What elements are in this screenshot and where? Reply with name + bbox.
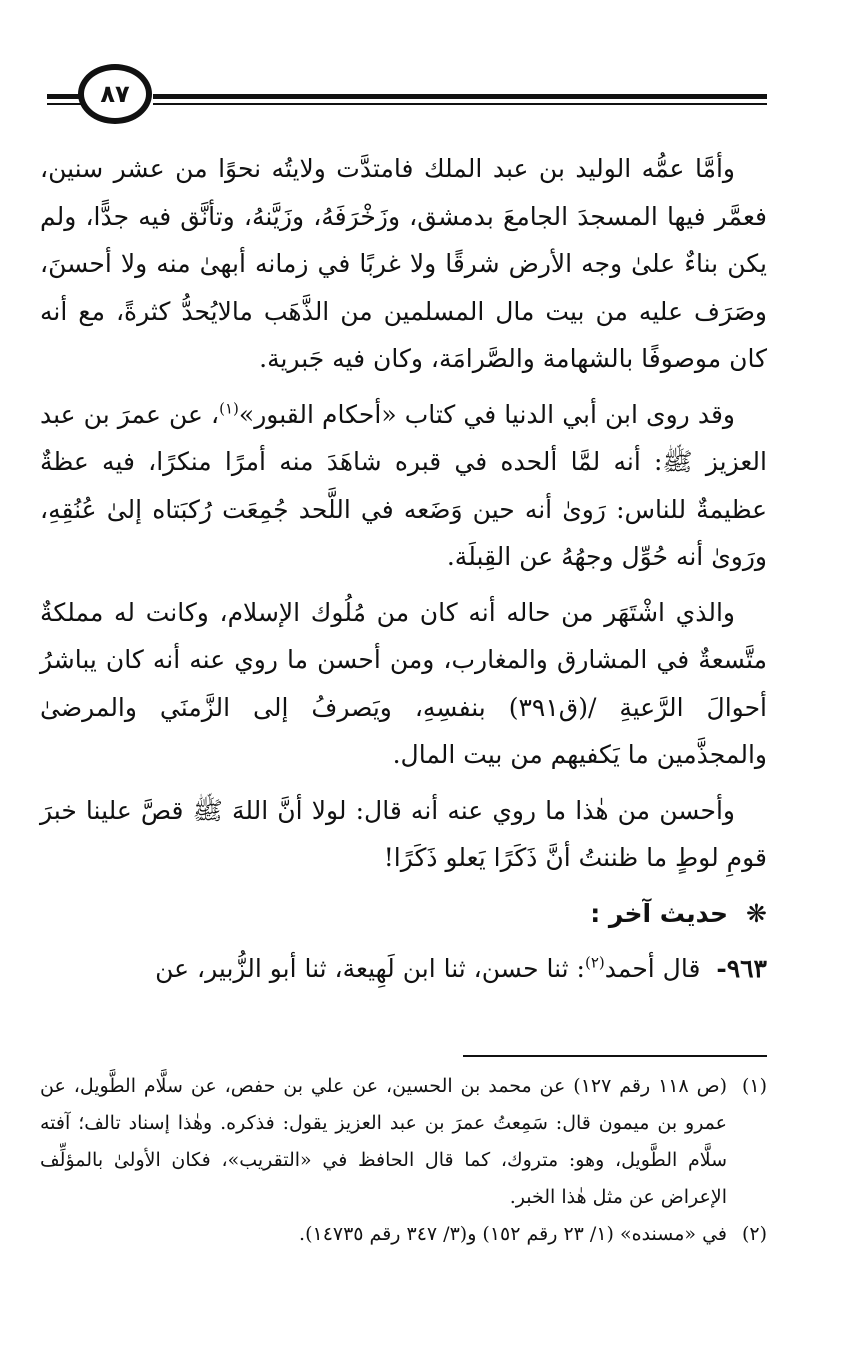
footnote-ref-2[interactable]: (٢) (584, 953, 605, 972)
header-rule-thin (153, 103, 767, 105)
hadith-number: ٩٦٣- (716, 954, 767, 983)
header-rule-left-thin (47, 103, 81, 105)
star-ornament-icon: ❋ (746, 898, 767, 928)
footnote-marker: (١) (741, 1075, 767, 1097)
header-rule-thick (153, 94, 767, 99)
paragraph-2-text-b: ، عن عمرَ بن عبد العزيز ﷺ: أنه لمَّا ألحده في قبره شاهَدَ منه أمرًا منكرًا، فيه عظةٌ عظيمةٌ للناس: رَوىٰ أنه حين وَضَعه في اللَّحد جُمِعَت رُكبَتاه إلىٰ عُنُقِهِ، ورَوىٰ أنه حُوِّل وجهُهُ عن القِبلَة. (40, 399, 767, 571)
header-rule-left-thick (47, 94, 81, 99)
paragraph-3: والذي اشْتَهَر من حاله أنه كان من مُلُوك الإسلام، وكانت له مملكةٌ متَّسعةٌ في المشارق والمغارب، ومن أحسن ما روي عنه أنه كان يباشرُ أحوالَ الرَّعيةِ /(ق٣٩١) بنفسِهِ، ويَصرفُ إلى الزَّمنَي والمرضىٰ والمجذَّمين ما يَكفيهم من بيت المال. (40, 597, 767, 769)
page-number-ring (78, 64, 152, 124)
footnotes (40, 1068, 767, 1253)
footnote-marker: (٢) (741, 1223, 767, 1245)
main-text (40, 145, 767, 1001)
footnote-text: في «مسنده» (١/ ٢٣ رقم ١٥٢) و(٣/ ٣٤٧ رقم ١٤٧٣٥). (299, 1223, 727, 1245)
footnote-separator (463, 1055, 767, 1057)
paragraph-1: وأمَّا عمُّه الوليد بن عبد الملك فامتدَّت ولايتُه نحوًا من عشر سنين، فعمَّر فيها المسجدَ الجامعَ بدمشق، وزَخْرَفَهُ، وزَيَّنهُ، وتأنَّق فيه جدًّا، ولم يكن بناءٌ علىٰ وجه الأرض شرقًا ولا غربًا في زمانه أبهىٰ منه ولا أحسنَ، وصَرَف عليه من بيت مال المسلمين من الذَّهَب مالايُحدُّ كثرةً، مع أنه كان موصوفًا بالشهامة والصَّرامَة، وكان فيه جَبرية. (40, 154, 767, 373)
page-header (0, 0, 867, 140)
section-heading-text: حديث آخر : (590, 898, 729, 928)
footnote-text: (ص ١١٨ رقم ١٢٧) عن محمد بن الحسين، عن علي بن حفص، عن سلَّام الطَّويل، عن عمرو بن ميمون قال: سَمِعتُ عمرَ بن عبد العزيز يقول: فذكره. وهٰذا إسناد تالف؛ آفته سلَّام الطَّويل، وهو: متروك، كما قال الحافظ في «التقريب»، فكان الأولىٰ بالمؤلِّف الإعراض عن مثل هٰذا الخبر. (40, 1075, 727, 1208)
section-heading (40, 890, 767, 938)
hadith-text-a: قال أحمد (604, 954, 701, 983)
footnote-2 (40, 1216, 767, 1253)
paragraph-2-text-a: وقد روى ابن أبي الدنيا في كتاب «أحكام القبور» (238, 399, 735, 429)
footnote-1 (40, 1068, 767, 1216)
page-number: ٨٧ (100, 80, 130, 108)
hadith-paragraph (40, 945, 767, 993)
hadith-text-b: : ثنا حسن، ثنا ابن لَهِيعة، ثنا أبو الزُّبير، عن (155, 954, 585, 983)
footnote-ref-1[interactable]: (١) (219, 399, 239, 418)
paragraph-2 (40, 391, 767, 581)
paragraph-4: وأحسن من هٰذا ما روي عنه أنه قال: لولا أنَّ اللهَ ﷺ قصَّ علينا خبرَ قومِ لوطٍ ما ظننتُ أنَّ ذَكَرًا يَعلو ذَكَرًا! (40, 795, 767, 872)
